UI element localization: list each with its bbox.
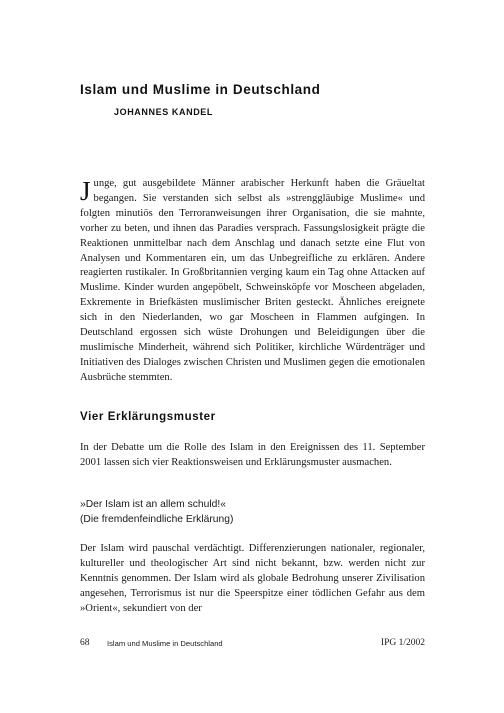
subsection-quote: »Der Islam ist an allem schuld!« <box>80 499 226 510</box>
subsection-paragraph: Der Islam wird pauschal verdächtigt. Differenzierungen nationaler, regionaler, kultureller und theologischer Art sind nicht bekannt, bzw. werden nicht zur Kenntnis genommen. Der Islam wird als globale Bedrohung unserer Zivilisation angesehen, Terrorismus ist nur die Speerspitze einer tödlichen Gefahr aus dem »Orient«, sekundiert von der <box>80 543 425 614</box>
section-heading: Vier Erklärungsmuster <box>80 411 216 423</box>
page-number: 68 <box>80 638 90 648</box>
section-paragraph: In der Debatte um die Rolle des Islam in den Ereignissen des 11. September 2001 lassen sich vier Reaktionsweisen und Erklärungsmuster ausmachen. <box>80 442 425 468</box>
intro-text: unge, gut ausgebildete Männer arabischer Herkunft haben die Gräueltat begangen. Sie verstanden sich selbst als »strenggläubige Muslime« und folgten minutiös den Terroranweisungen ihrer Organisation, die sie mahnte, vorher zu beten, und ihnen das Paradies versprach. Fassungslosigkeit prägte die Reaktionen unmittelbar nach dem Anschlag und danach setzte eine Flut von Analysen und Kommentaren ein, um das Unbegreifliche zu erklären. Andere reagierten rustikaler. In Großbritannien verging kaum ein Tag ohne Attacken auf Muslime. Kinder wurden angepöbelt, Schweinsköpfe vor Moscheen abgeladen, Exkremente in Briefkästen muslimischer Briten gesteckt. Ähnliches ereignete sich in den Niederlanden, wo gar Moscheen in Flammen aufgingen. In Deutschland ergossen sich wüste Drohungen und Beleidigungen über die muslimische Minderheit, während sich Politiker, kirchliche Würdenträger und Initiativen des Dialoges zwischen Christen und Muslimen gegen die emotionalen Ausbrüche stemmten. <box>80 178 425 383</box>
intro-paragraph <box>80 177 425 386</box>
subsection-label: (Die fremdenfeindliche Erklärung) <box>80 513 234 525</box>
page-footer <box>80 638 425 652</box>
author-name: JOHANNES KANDEL <box>114 107 214 117</box>
article-title: Islam und Muslime in Deutschland <box>80 82 321 97</box>
drop-cap: J <box>80 176 91 206</box>
journal-issue: IPG 1/2002 <box>380 638 425 648</box>
subsection-heading <box>80 498 425 527</box>
running-title: Islam und Muslime in Deutschland <box>107 639 223 648</box>
